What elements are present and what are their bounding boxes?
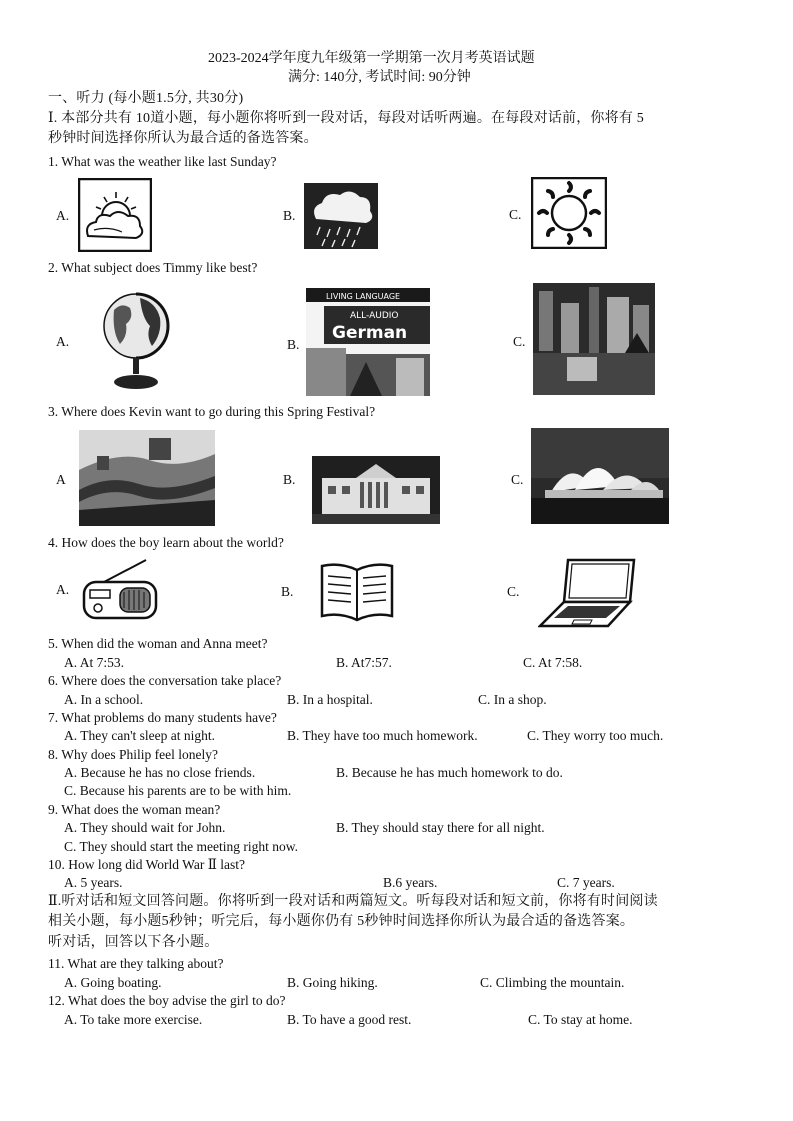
- option-label-a: A.: [56, 208, 70, 223]
- option-label-b: B.: [281, 584, 294, 599]
- part1-instructions-line1: Ⅰ. 本部分共有 10道小题，每小题你将听到一段对话，每段对话听两遍。在每段对话前，你将有 5: [48, 111, 644, 126]
- sun-icon[interactable]: [531, 177, 607, 249]
- option-label-b: B.: [283, 472, 296, 487]
- great-wall-photo[interactable]: [79, 430, 215, 526]
- question-12: 12. What does the boy advise the girl to do?: [48, 993, 286, 1008]
- q7-option-b[interactable]: B. They have too much homework.: [287, 728, 478, 743]
- question-9: 9. What does the woman mean?: [48, 802, 221, 817]
- option-label-c: C.: [509, 207, 522, 222]
- laptop-icon[interactable]: [538, 556, 638, 628]
- radio-icon[interactable]: [80, 558, 160, 622]
- q10-option-b[interactable]: B.6 years.: [383, 875, 438, 890]
- sun-behind-cloud-icon[interactable]: [78, 178, 152, 252]
- q9-option-c[interactable]: C. They should start the meeting right now.: [64, 839, 298, 854]
- question-4: 4. How does the boy learn about the world?: [48, 535, 284, 550]
- open-book-icon[interactable]: [316, 560, 398, 624]
- question-6: 6. Where does the conversation take place?: [48, 673, 282, 688]
- question-8: 8. Why does Philip feel lonely?: [48, 747, 218, 762]
- sydney-opera-house-photo[interactable]: [531, 428, 669, 524]
- q9-option-a[interactable]: A. They should wait for John.: [64, 820, 226, 835]
- city-photo[interactable]: [533, 283, 655, 395]
- globe-icon[interactable]: [100, 288, 172, 392]
- part2-instructions-line2: 相关小题，每小题5秒钟；听完后，每小题你仍有 5秒钟时间选择你所认为最合适的备选答案。: [48, 914, 635, 929]
- question-10: 10. How long did World War Ⅱ last?: [48, 857, 245, 872]
- rain-cloud-icon[interactable]: [304, 183, 378, 249]
- q7-option-c[interactable]: C. They worry too much.: [527, 728, 664, 743]
- option-label-a: A.: [56, 582, 70, 597]
- option-label-c: C.: [507, 584, 520, 599]
- q7-option-a[interactable]: A. They can't sleep at night.: [64, 728, 216, 743]
- q11-option-a[interactable]: A. Going boating.: [64, 975, 162, 990]
- question-5: 5. When did the woman and Anna meet?: [48, 636, 268, 651]
- question-7: 7. What problems do many students have?: [48, 710, 277, 725]
- q10-option-a[interactable]: A. 5 years.: [64, 875, 123, 890]
- option-label-b: B.: [287, 337, 300, 352]
- german-book-cover[interactable]: [306, 288, 430, 396]
- q5-option-c[interactable]: C. At 7:58.: [523, 655, 583, 670]
- exam-subtitle: 满分: 140分, 考试时间: 90分钟: [288, 70, 471, 85]
- q5-option-a[interactable]: A. At 7:53.: [64, 655, 125, 670]
- q12-option-a[interactable]: A. To take more exercise.: [64, 1012, 203, 1027]
- option-label-c: C.: [511, 472, 524, 487]
- option-label-b: B.: [283, 208, 296, 223]
- q12-option-b[interactable]: B. To have a good rest.: [287, 1012, 412, 1027]
- white-house-photo[interactable]: [312, 456, 440, 524]
- q12-option-c[interactable]: C. To stay at home.: [528, 1012, 633, 1027]
- q8-option-b[interactable]: B. Because he has much homework to do.: [336, 765, 563, 780]
- question-1: 1. What was the weather like last Sunday?: [48, 154, 277, 169]
- q9-option-b[interactable]: B. They should stay there for all night.: [336, 820, 545, 835]
- q6-option-b[interactable]: B. In a hospital.: [287, 692, 373, 707]
- q8-option-c[interactable]: C. Because his parents are to be with him.: [64, 783, 292, 798]
- q6-option-a[interactable]: A. In a school.: [64, 692, 144, 707]
- q11-option-b[interactable]: B. Going hiking.: [287, 975, 378, 990]
- book-audio-text: ALL-AUDIO: [350, 311, 399, 321]
- option-label-c: C.: [513, 334, 526, 349]
- exam-title: 2023-2024学年度九年级第一学期第一次月考英语试题: [208, 51, 535, 66]
- q5-option-b[interactable]: B. At7:57.: [336, 655, 392, 670]
- q10-option-c[interactable]: C. 7 years.: [557, 875, 615, 890]
- question-3: 3. Where does Kevin want to go during this Spring Festival?: [48, 404, 376, 419]
- q8-option-a[interactable]: A. Because he has no close friends.: [64, 765, 256, 780]
- question-2: 2. What subject does Timmy like best?: [48, 260, 258, 275]
- part1-instructions-line2: 秒钟时间选择你所认为最合适的备选答案。: [48, 131, 318, 146]
- option-label-a: A: [56, 472, 66, 487]
- option-label-a: A.: [56, 334, 70, 349]
- part2-sub-heading: 听对话，回答以下各小题。: [48, 935, 219, 950]
- q11-option-c[interactable]: C. Climbing the mountain.: [480, 975, 625, 990]
- book-series-text: LIVING LANGUAGE: [326, 292, 401, 301]
- part2-instructions-line1: Ⅱ.听对话和短文回答问题。你将听到一段对话和两篇短文。听每段对话和短文前，你将有时间阅读: [48, 894, 658, 909]
- q6-option-c[interactable]: C. In a shop.: [478, 692, 547, 707]
- question-11: 11. What are they talking about?: [48, 956, 224, 971]
- section-heading: 一、听力 (每小题1.5分, 共30分): [48, 91, 244, 106]
- book-german-text: German: [332, 323, 408, 343]
